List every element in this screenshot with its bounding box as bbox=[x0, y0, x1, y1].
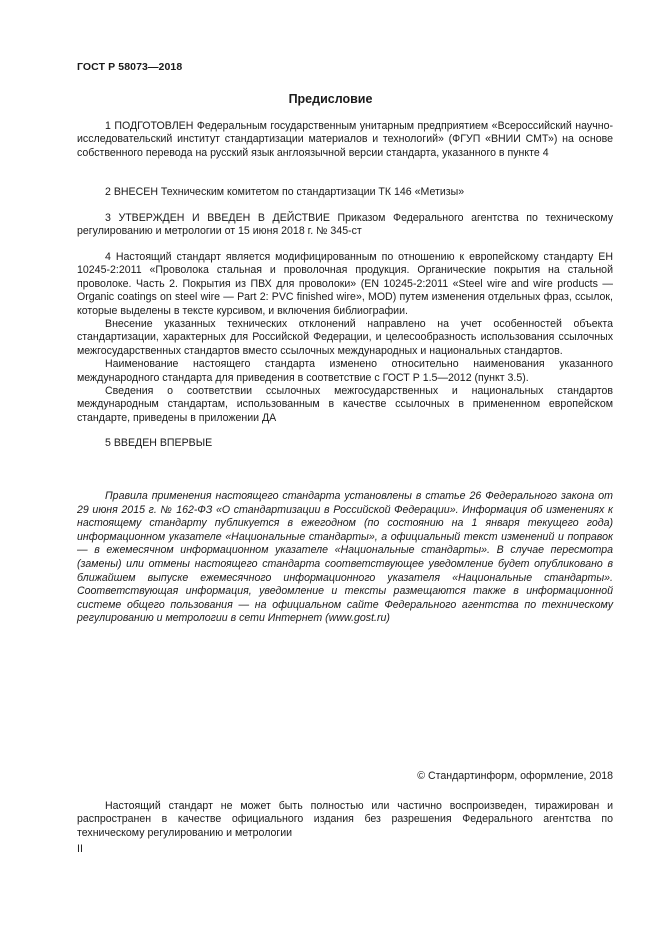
application-rules-notice: Правила применения настоящего стандарта установлены в статье 26 Федерального закона от 29 июня 2015 г. № 162-ФЗ «О стандартизации в Российской Федерации». Информация об изменениях к настоящему стандарту публикуется в ежегодном (по состоянию на 1 января текущего года) информационном указателе «Национальные стандарты», а официальный текст изменений и поправок — в ежемесячном информационном указателе «Национальные стандарты». В случае пересмотра (замены) или отмены настоящего стандарта соответствующее уведомление будет опубликовано в ближайшем выпуске ежемесячного информационного указателя «Национальные стандарты». Соответствующая информация, уведомление и тексты размещаются также в информационной системе общего пользования — на официальном сайте Федерального агентства по техническому регулированию и метрологии в сети Интернет (www.gost.ru) bbox=[77, 490, 613, 625]
section-title: Предисловие bbox=[288, 92, 373, 106]
foreword-item-5 bbox=[77, 437, 613, 450]
foreword-item-5-text: 5 ВВЕДЕН ВПЕРВЫЕ bbox=[105, 437, 213, 449]
foreword-item-4-deviations: Внесение указанных технических отклонений направлено на учет особенностей объекта стандартизации, характерных для Российской Федерации, и целесообразность использования ссылочных межгосударственных стандартов вместо ссылочных международных и национальных стандартов. bbox=[77, 318, 613, 357]
foreword-item-1-text: 1 ПОДГОТОВЛЕН Федеральным государственным унитарным предприятием «Всероссийский научно-исследовательский институт стандартизации материалов и технологий» (ФГУП «ВНИИ СМТ») на основе собственного перевода на русский язык англоязычной версии стандарта, указанного в пункте 4 bbox=[77, 120, 613, 159]
foreword-item-4-title-change: Наименование настоящего стандарта изменено относительно наименования указанного международного стандарта для приведения в соответствие с ГОСТ Р 1.5—2012 (пункт 3.5). bbox=[77, 358, 613, 384]
foreword-item-2 bbox=[77, 186, 613, 199]
foreword-item-3-text: 3 УТВЕРЖДЕН И ВВЕДЕН В ДЕЙСТВИЕ Приказом Федерального агентства по техническому регулированию и метрологии от 15 июня 2018 г. № 345-ст bbox=[77, 212, 613, 238]
foreword-item-2-text: 2 ВНЕСЕН Техническим комитетом по стандартизации ТК 146 «Метизы» bbox=[105, 186, 465, 198]
foreword-item-4-text: 4 Настоящий стандарт является модифицированным по отношению к европейскому стандарту ЕН 10245-2:2011 «Проволока стальная и проволочная продукция. Органические покрытия на стальной проволоке. Часть 2. Покрытия из ПВХ для проволоки» (EN 10245-2:2011 «Steel wire and wire products — Organic coatings on steel wire — Part 2: PVC finished wire», MOD) путем изменения отдельных фраз, ссылок, которые выделены в тексте курсивом, и включения библиографии. bbox=[77, 251, 613, 317]
page-number: II bbox=[77, 843, 83, 855]
foreword-item-3 bbox=[77, 212, 613, 239]
document-code: ГОСТ Р 58073—2018 bbox=[77, 61, 183, 73]
foreword-item-4 bbox=[77, 251, 613, 425]
foreword-item-1 bbox=[77, 120, 613, 160]
foreword-item-4-references: Сведения о соответствии ссылочных межгосударственных и национальных стандартов международным стандартам, использованным в качестве ссылочных в примененном европейском стандарте, приведены в приложении ДА bbox=[77, 385, 613, 424]
reproduction-notice: Настоящий стандарт не может быть полностью или частично воспроизведен, тиражирован и распространен в качестве официального издания без разрешения Федерального агентства по техническому регулированию и метрологии bbox=[77, 800, 613, 839]
copyright-line: © Стандартинформ, оформление, 2018 bbox=[417, 770, 613, 782]
